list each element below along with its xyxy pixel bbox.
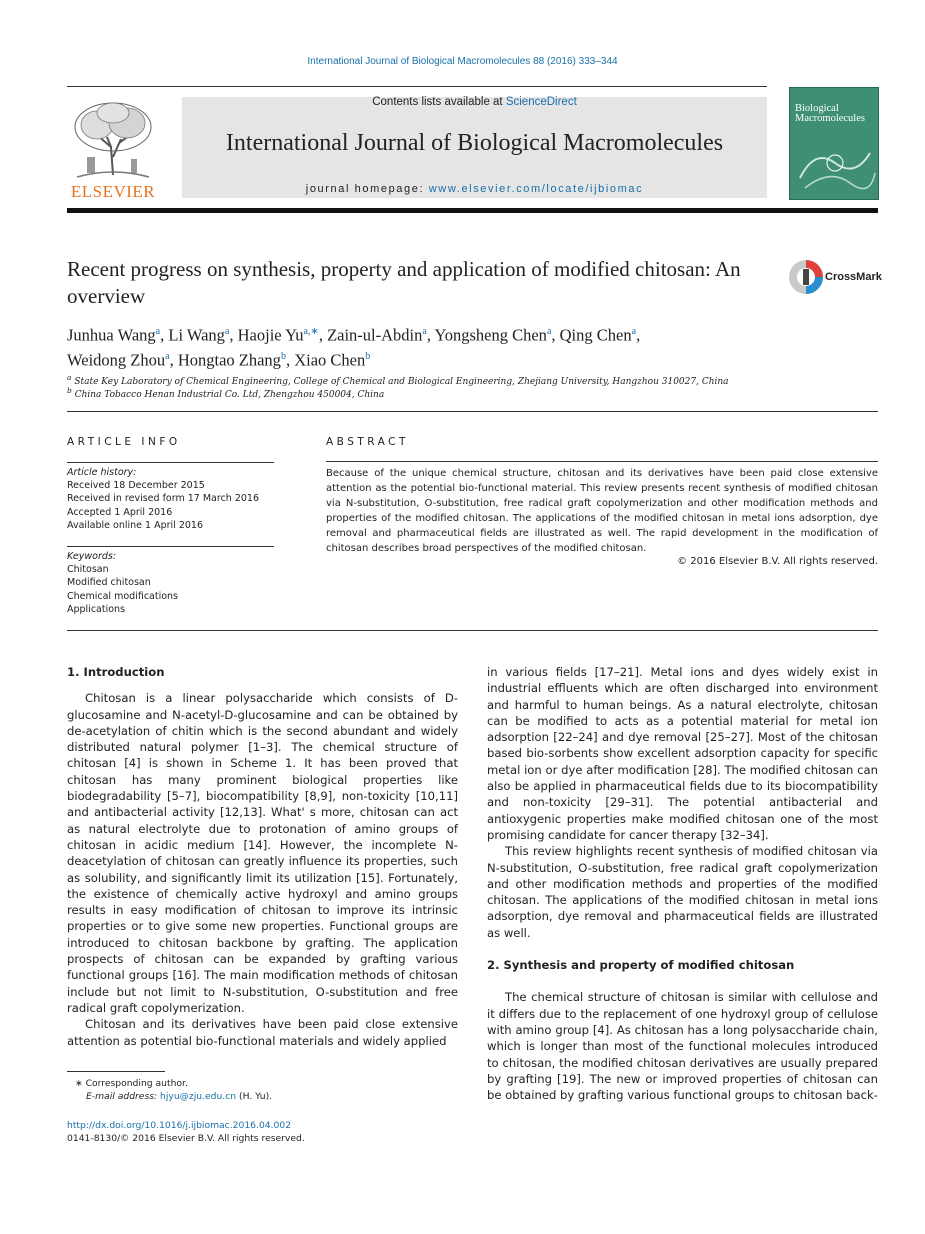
issn-line: 0141-8130/© 2016 Elsevier B.V. All rights reserved. bbox=[67, 1133, 305, 1144]
article-info-rule bbox=[67, 462, 274, 463]
author-affiliation-marker[interactable]: a bbox=[165, 350, 170, 362]
keyword-item: Modified chitosan bbox=[67, 577, 151, 589]
section-1-paragraph-2: Chitosan and its derivatives have been paid close extensive attention as potential bio-functional materials and widely applied bbox=[67, 1017, 458, 1048]
doi-block bbox=[67, 1119, 305, 1145]
author-name: Hongtao Zhang bbox=[177, 350, 281, 369]
journal-title: International Journal of Biological Macromolecules bbox=[225, 130, 724, 156]
homepage-prefix: journal homepage: bbox=[305, 183, 429, 195]
author-list bbox=[67, 321, 867, 370]
email-line bbox=[67, 1090, 457, 1103]
article-history-list bbox=[67, 479, 274, 532]
author-affiliation-marker[interactable]: a bbox=[546, 326, 552, 337]
cover-title: Biological Macromolecules bbox=[795, 103, 865, 124]
section-1-paragraph-3: in various fields [17–21]. Metal ions and dyes widely exist in industrial effluents which are often discharged into environment and harmful to human beings. As a natural electrolyte, chitosan can be modified to acts as a potential material for metal ion adsorption [22–24] and dye removal [25–27]. Most of the chitosan based bio-sorbents show excellent adsorption capacity for specific metal ion or dye after modification [28]. The modified chitosan can also be applied in pharmaceutical fields due to its biocompatibility and non-toxicity [29–31]. The potential antibacterial and antioxygenic properties make modified chitosan one of the most promising candidate for cancer therapy [32–34]. bbox=[487, 665, 878, 842]
author-name: Xiao Chen bbox=[294, 350, 366, 369]
affiliation-rule bbox=[67, 411, 878, 412]
affiliation-b-text: China Tobacco Henan Industrial Co. Ltd, Zhengzhou 450004, China bbox=[74, 390, 385, 400]
header-thick-rule bbox=[67, 208, 878, 213]
sciencedirect-link[interactable]: ScienceDirect bbox=[505, 96, 577, 108]
corresponding-author-note: ∗ Corresponding author. bbox=[75, 1078, 188, 1089]
abstract-copyright: © 2016 Elsevier B.V. All rights reserved. bbox=[677, 556, 878, 567]
keywords-list bbox=[67, 563, 274, 616]
author-affiliation-marker[interactable]: a bbox=[155, 326, 161, 337]
section-2-paragraph-1: The chemical structure of chitosan is similar with cellulose and it differs due to the replacement of one hydroxyl group of cellulose with amino group [4]. As chitosan has a long polysaccharide chain, which is longer than most of the functional molecules introduced to chitosan, the modified chitosan derivatives are usually prepared by grafting [19]. The new or improved properties of chitosan can be obtained by grafting various functional groups to chitosan back- bbox=[487, 990, 878, 1103]
crossmark-label[interactable]: CrossMark bbox=[825, 271, 882, 283]
author-name: Qing Chen bbox=[559, 325, 632, 345]
keyword-item: Applications bbox=[67, 603, 126, 615]
journal-homepage bbox=[182, 183, 767, 195]
history-item: Received 18 December 2015 bbox=[67, 480, 205, 492]
cover-illustration-icon bbox=[790, 128, 878, 198]
author-affiliation-marker[interactable]: a bbox=[631, 326, 637, 337]
footnote bbox=[67, 1077, 457, 1103]
abstract-text: Because of the unique chemical structure, chitosan and its derivatives have been paid close extensive attention as the potential bio-functional material. This review presents recent synthesis of modified chitosan via N-substitution, O-substitution, free radical graft copolymerization and other modification methods and properties of the modified chitosan. The applications of the modified chitosan in metal ions adsorption, dye removal and pharmaceutical fields are illustrated as well. The rapid development in the modification of chitosan describes broad perspectives of the modified chitosan. bbox=[326, 468, 878, 554]
abstract-bottom-rule bbox=[67, 630, 878, 631]
history-item: Accepted 1 April 2016 bbox=[67, 506, 173, 518]
author-name: Li Wang bbox=[168, 325, 225, 345]
affiliation-b: $^b$ China Tobacco Henan Industrial Co. Ltd, Zhengzhou 450004, China bbox=[67, 386, 385, 400]
footnote-rule bbox=[67, 1071, 165, 1072]
body-column-left bbox=[67, 664, 458, 1049]
section-2-title: 2. Synthesis and property of modified chitosan bbox=[487, 958, 795, 973]
keyword-item: Chitosan bbox=[67, 564, 109, 576]
keywords-label: Keywords: bbox=[67, 551, 117, 562]
journal-citation[interactable]: International Journal of Biological Macromolecules 88 (2016) 333–344 bbox=[307, 56, 618, 67]
author-name: Yongsheng Chen bbox=[434, 325, 547, 345]
keywords-rule bbox=[67, 546, 274, 547]
section-1-paragraph-4: This review highlights recent synthesis of modified chitosan via N-substitution, O-substitution, free radical graft copolymerization and other modification methods and properties of the modified chitosan. The applications of the modified chitosan in metal ions adsorption, dye removal and pharmaceutical fields are illustrated as well. bbox=[487, 844, 878, 940]
crossmark-icon[interactable] bbox=[788, 259, 824, 295]
email-label: E-mail address: bbox=[86, 1091, 161, 1102]
keyword-item: Chemical modifications bbox=[67, 590, 179, 602]
email-link[interactable]: hjyu@zju.edu.cn bbox=[160, 1091, 237, 1102]
abstract-rule bbox=[326, 461, 878, 462]
author-affiliation-marker[interactable]: a bbox=[422, 326, 427, 337]
author-affiliation-marker[interactable]: b bbox=[280, 350, 286, 362]
author-name: Junhua Wang bbox=[67, 325, 156, 345]
article-title: Recent progress on synthesis, property and application of modified chitosan: An overview bbox=[67, 257, 741, 308]
author-name: Zain-ul-Abdin bbox=[327, 325, 423, 345]
author-name: Haojie Yu bbox=[237, 325, 304, 345]
contents-line bbox=[182, 96, 767, 108]
header-rule bbox=[67, 86, 767, 87]
affiliation-a-text: State Key Laboratory of Chemical Engineering, College of Chemical and Biological Engineering, Zhejiang University, Hangzhou 310027, China bbox=[74, 377, 729, 387]
article-history-label: Article history: bbox=[67, 467, 137, 478]
author-line-1: Junhua Wang$^a$, Li Wang$^a$, Haojie $Yu^{a,∗}$, Zain-ul-Abdin$^a$, Yongsheng Chen$^a$, Qing Chen$^a$, bbox=[67, 325, 641, 345]
doi-link[interactable]: http://dx.doi.org/10.1016/j.ijbiomac.2016.04.002 bbox=[67, 1120, 292, 1131]
history-item: Available online 1 April 2016 bbox=[67, 519, 203, 531]
abstract-heading: ABSTRACT bbox=[326, 436, 409, 448]
keywords-block bbox=[67, 550, 274, 616]
section-1-paragraph-1: Chitosan is a linear polysaccharide which consists of D-glucosamine and N-acetyl-D-glucosamine and can be obtained by de-acetylation of chitin which is the second abundant and widely distributed natural polymer [1–3]. The chemical structure of chitosan [4] is shown in Scheme 1. It has been proved that chitosan has many prominent biological properties like biodegradability [5–7], biocompatibility [8,9], non-toxicity [10,11] and antibacterial activity [12,13]. What' s more, chitosan can act as natural electrolyte due to protonation of amino groups of chitosan in acidic medium [14]. However, the incomplete N-deacetylation of chitosan can greatly influence its properties, such as solubility, and significantly limit its utilization [15]. Fortunately, the existence of chemically active hydroxyl and amino groups results in easy modification of chitosan to improve its intrinsic properties or to give some new properties. Functional groups are introduced to chitosan backbone by grafting. The application prospects of chitosan can be expanded by grafting various functional groups [16]. The main modification methods of chitosan include but not limit to N-substitution, O-substitution and free radical graft copolymerization. bbox=[67, 691, 458, 1015]
author-name: Weidong Zhou bbox=[67, 350, 166, 369]
affiliation-a: $^a$ State Key Laboratory of Chemical Engineering, College of Chemical and Biological Engineering, Zhejiang University, Hangzhou 310027, China bbox=[67, 373, 729, 387]
body-column-right bbox=[487, 664, 878, 1103]
section-1-title: 1. Introduction bbox=[67, 665, 165, 679]
article-history bbox=[67, 466, 274, 532]
publisher-logo-text: ELSEVIER bbox=[70, 182, 156, 201]
article-info-heading: ARTICLE INFO bbox=[67, 436, 181, 448]
author-affiliation-marker[interactable]: a bbox=[224, 326, 230, 337]
author-affiliation-marker[interactable]: b bbox=[365, 350, 371, 362]
history-item: Received in revised form 17 March 2016 bbox=[67, 493, 260, 505]
journal-cover[interactable] bbox=[789, 87, 879, 200]
author-line-2: Weidong Zhou$^a$, Hongtao Zhang$^b$, Xiao Chen$^b$ bbox=[67, 350, 371, 369]
contents-prefix: Contents lists available at bbox=[372, 96, 506, 108]
author-affiliation-marker[interactable]: a,∗ bbox=[303, 326, 319, 337]
homepage-link[interactable]: www.elsevier.com/locate/ijbiomac bbox=[428, 183, 644, 195]
email-suffix: (H. Yu). bbox=[236, 1091, 273, 1102]
